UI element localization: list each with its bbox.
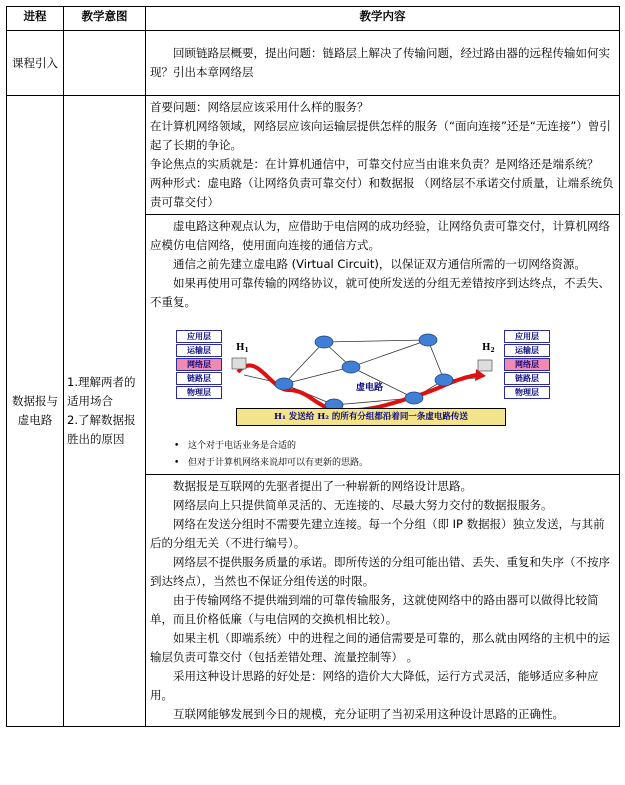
header-intent: 教学意图: [64, 7, 146, 31]
para: 虚电路这种观点认为，应借助于电信网的成功经验，让网络负责可靠交付，计算机网络应模仿电信网络，使用面向连接的通信方式。: [150, 219, 610, 252]
row2-intent-cell: [64, 96, 146, 727]
virtual-circuit-figure: [176, 320, 586, 432]
router-icon: [419, 334, 437, 346]
row1-intent: [64, 31, 146, 96]
lesson-plan-table: [6, 6, 620, 727]
para: 采用这种设计思路的好处是：网络的造价大大降低，运行方式灵活，能够适应多种应用。: [150, 669, 599, 702]
list-item: • 这个对于电话业务是合适的: [174, 438, 615, 455]
layer-box: 运输层: [176, 344, 222, 357]
layer-box: 物理层: [504, 386, 550, 399]
layer-box: 网络层: [504, 358, 550, 371]
section-virtual-circuit: [146, 215, 619, 475]
layer-box: 网络层: [176, 358, 222, 371]
section-datagram: [146, 475, 619, 726]
layer-box: 运输层: [504, 344, 550, 357]
list-item: • 但对于计算机网络来说却可以有更新的思路。: [174, 455, 615, 472]
layer-box: 物理层: [176, 386, 222, 399]
para: 通信之前先建立虚电路 (Virtual Circuit)，以保证双方通信所需的一切网络资源。: [173, 257, 586, 271]
para: 数据报是互联网的先驱者提出了一种崭新的网络设计思路。: [173, 479, 472, 493]
table-header-row: [7, 7, 620, 31]
figure-caption: H₁ 发送给 H₂ 的所有分组都沿着同一条虚电路传送: [236, 408, 506, 426]
para: 首要问题：网络层应该采用什么样的服务？: [150, 100, 369, 114]
host-computer-icon: [232, 358, 246, 369]
section-service-question: [146, 96, 619, 215]
virtual-circuit-label: 虚电路: [356, 383, 384, 393]
right-layer-stack: [504, 330, 550, 400]
host-right-label: $H_2$: [482, 343, 495, 354]
row2-process: 数据报与虚电路: [7, 96, 64, 727]
para: 如果再使用可靠传输的网络协议，就可使所发送的分组无差错按序到达终点，不丢失、不重复。: [150, 276, 610, 309]
host-left-label: $H_1$: [236, 343, 249, 354]
table-row: [7, 31, 620, 96]
row2-content-cell: [146, 96, 620, 727]
para: 网络在发送分组时不需要先建立连接。每一个分组（即 IP 数据报）独立发送，与其前后的分组无关（不进行编号）。: [150, 517, 605, 550]
para: 网络层不提供服务质量的承诺。即所传送的分组可能出错、丢失、重复和失序（不按序到达终点），当然也不保证分组传送的时限。: [150, 555, 610, 588]
goal-1: 1.理解两者的适用场合: [67, 375, 136, 408]
row1-process: 课程引入: [7, 31, 64, 96]
table-row: [7, 96, 620, 727]
left-layer-stack: [176, 330, 222, 400]
router-icon: [315, 336, 333, 348]
host-computer-icon: [478, 360, 492, 371]
hosts: [232, 358, 492, 371]
row1-content: 回顾链路层概要，提出问题：链路层上解决了传输问题，经过路由器的远程传输如何实现？引出本章网络层: [150, 46, 610, 79]
layer-box: 链路层: [176, 372, 222, 385]
para: 网络层向上只提供简单灵活的、无连接的、尽最大努力交付的数据报服务。: [173, 498, 553, 512]
layer-box: 应用层: [504, 330, 550, 343]
para: 互联网能够发展到今日的规模，充分证明了当初采用这种设计思路的正确性。: [173, 707, 564, 721]
router-icon: [275, 378, 293, 390]
para: 在计算机网络领域，网络层应该向运输层提供怎样的服务（“面向连接”还是“无连接”）曾引起了长期的争论。: [150, 119, 611, 152]
bullet-list: [174, 438, 615, 472]
goal-2: 2.了解数据报胜出的原因: [67, 413, 136, 446]
row1-content-cell: [146, 31, 620, 96]
para: 如果主机（即端系统）中的进程之间的通信需要是可靠的，那么就由网络的主机中的运输层负责可靠交付（包括差错处理、流量控制等） 。: [150, 631, 610, 664]
header-process: 进程: [7, 7, 64, 31]
para: 由于传输网络不提供端到端的可靠传输服务，这就使网络中的路由器可以做得比较简单，而且价格低廉（与电信网的交换机相比较）。: [150, 593, 599, 626]
layer-box: 应用层: [176, 330, 222, 343]
para: 争论焦点的实质就是：在计算机通信中，可靠交付应当由谁来负责？是网络还是端系统？: [150, 157, 599, 171]
routers: [275, 334, 453, 411]
layer-box: 链路层: [504, 372, 550, 385]
router-icon: [435, 374, 453, 386]
para: 两种形式：虚电路（让网络负责可靠交付）和数据报 （网络层不承诺交付质量，让端系统负责可靠交付）: [150, 176, 614, 209]
header-content: 教学内容: [146, 7, 620, 31]
router-icon: [342, 361, 360, 373]
links: [244, 340, 476, 405]
router-icon: [405, 392, 423, 404]
